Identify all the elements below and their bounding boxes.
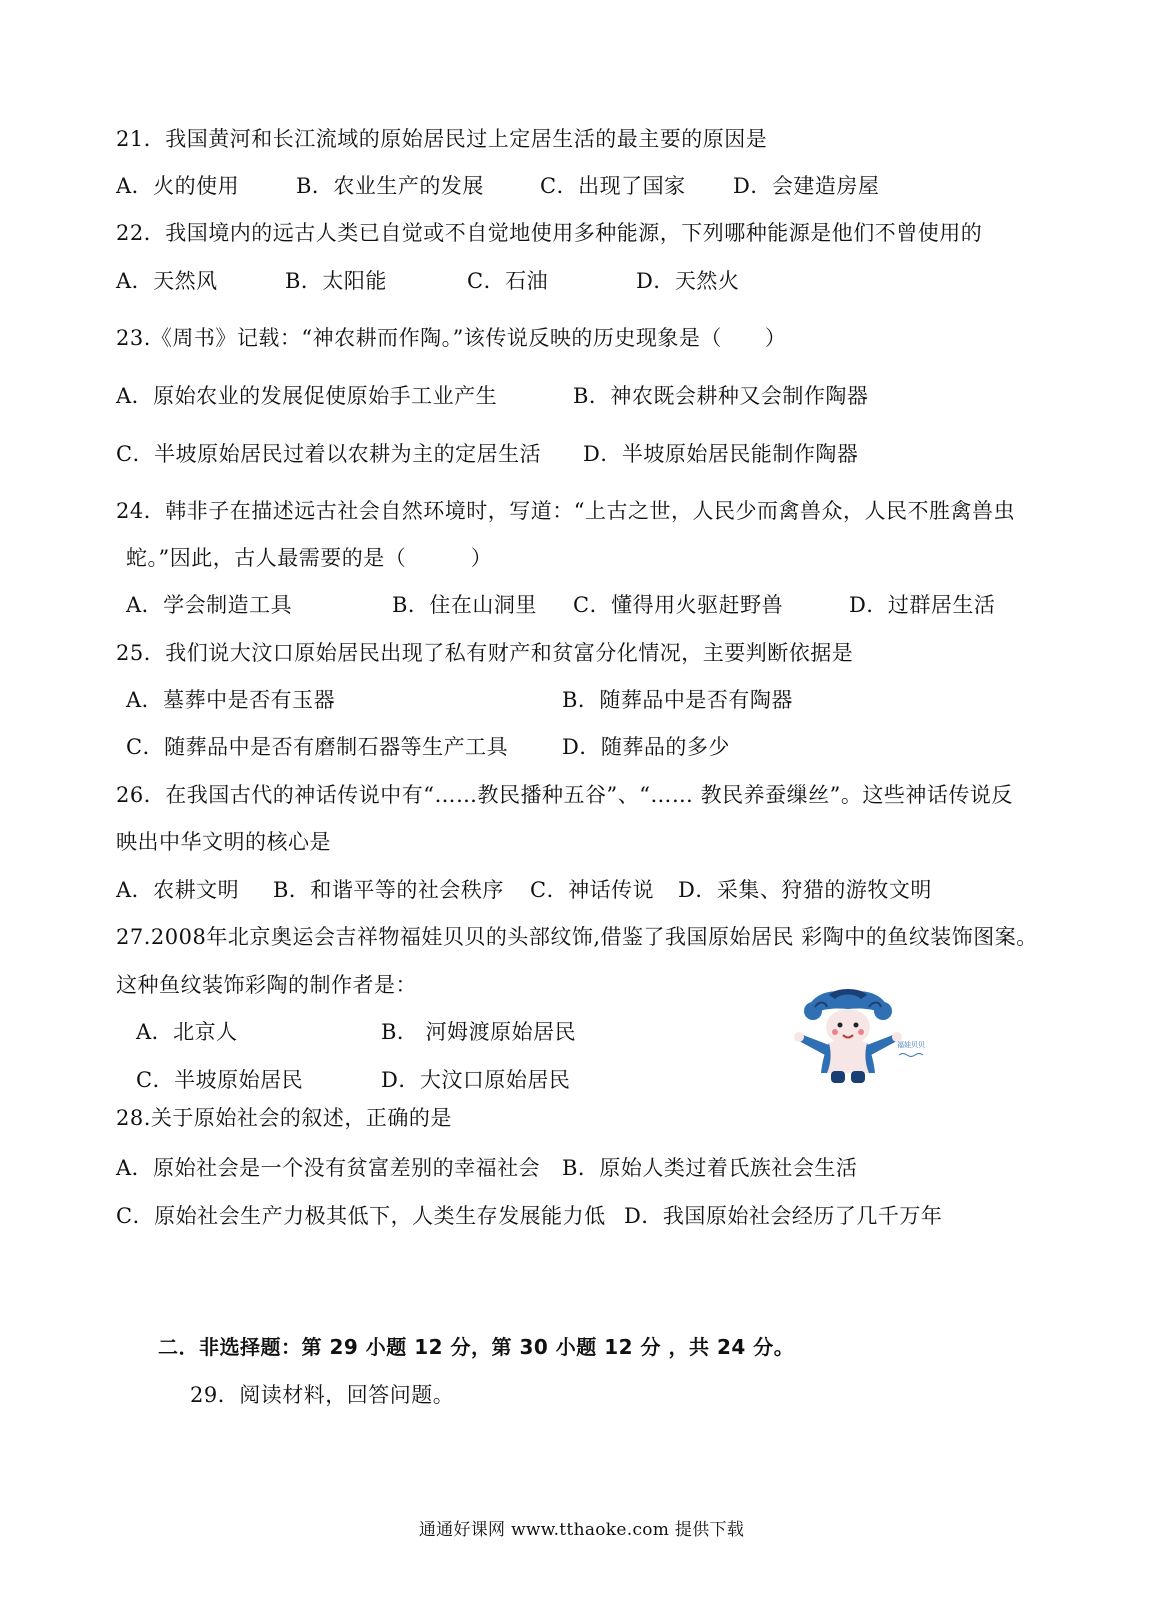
- q21-option-c: C．出现了国家: [540, 174, 686, 198]
- q23-option-c: C．半坡原始居民过着以农耕为主的定居生活: [116, 442, 542, 466]
- mascot-beibei-image: [763, 985, 933, 1090]
- q24-option-d: D．过群居生活: [849, 593, 996, 617]
- q28-option-c: C．原始社会生产力极其低下，人类生存发展能力低: [116, 1204, 606, 1228]
- q23-option-b: B．神农既会耕种又会制作陶器: [573, 384, 869, 408]
- q26-option-d: D．采集、狩猎的游牧文明: [678, 878, 932, 902]
- section2-heading: 二．非选择题：第 29 小题 12 分，第 30 小题 12 分 ，共 24 分。: [158, 1335, 795, 1359]
- q26-option-c: C．神话传说: [530, 878, 655, 902]
- q26-option-a: A．农耕文明: [116, 878, 240, 902]
- q28-option-a: A．原始社会是一个没有贫富差别的幸福社会: [116, 1156, 541, 1180]
- q24-option-b: B．住在山洞里: [392, 593, 537, 617]
- q25-stem: 25．我们说大汶口原始居民出现了私有财产和贫富分化情况，主要判断依据是: [116, 641, 854, 665]
- q24-stem-line2: 蛇。”因此，古人最需要的是（ ）: [126, 546, 493, 570]
- q24-option-c: C．懂得用火驱赶野兽: [573, 593, 784, 617]
- q22-option-a: A．天然风: [116, 269, 218, 293]
- q27-option-d: D．大汶口原始居民: [381, 1068, 571, 1092]
- q25-option-a: A．墓葬中是否有玉器: [126, 688, 336, 712]
- q25-option-b: B．随葬品中是否有陶器: [562, 688, 793, 712]
- q26-option-b: B．和谐平等的社会秩序: [273, 878, 504, 902]
- q27-option-a: A．北京人: [136, 1020, 238, 1044]
- q21-stem: 21．我国黄河和长江流域的原始居民过上定居生活的最主要的原因是: [116, 127, 768, 151]
- q24-stem-line1: 24．韩非子在描述远古社会自然环境时，写道：“上古之世，人民少而禽兽众，人民不胜禽兽虫: [116, 499, 1015, 523]
- q28-stem: 28.关于原始社会的叙述，正确的是: [116, 1106, 452, 1130]
- q22-option-c: C．石油: [467, 269, 549, 293]
- q25-option-d: D．随葬品的多少: [562, 735, 730, 759]
- q21-option-a: A．火的使用: [116, 174, 240, 198]
- q29-stem: 29．阅读材料，回答问题。: [190, 1383, 455, 1407]
- q25-option-c: C．随葬品中是否有磨制石器等生产工具: [126, 735, 509, 759]
- q27-option-b: B． 河姆渡原始居民: [381, 1020, 577, 1044]
- page-footer: 通通好课网 www.tthaoke.com 提供下载: [418, 1520, 745, 1540]
- q28-option-b: B．原始人类过着氏族社会生活: [562, 1156, 858, 1180]
- q27-stem-line1: 27.2008年北京奥运会吉祥物福娃贝贝的头部纹饰,借鉴了我国原始居民 彩陶中的鱼纹装饰图案。: [116, 925, 1038, 949]
- q21-option-d: D．会建造房屋: [733, 174, 880, 198]
- q21-option-b: B．农业生产的发展: [296, 174, 484, 198]
- q27-option-c: C．半坡原始居民: [136, 1068, 304, 1092]
- q27-stem-line2: 这种鱼纹装饰彩陶的制作者是：: [116, 973, 417, 997]
- q22-option-d: D．天然火: [636, 269, 740, 293]
- q26-stem-line2: 映出中华文明的核心是: [116, 830, 331, 854]
- q23-stem: 23.《周书》记载：“神农耕而作陶。”该传说反映的历史现象是（ ）: [116, 326, 787, 350]
- q22-option-b: B．太阳能: [285, 269, 387, 293]
- q26-stem-line1: 26．在我国古代的神话传说中有“……教民播种五谷”、“…… 教民养蚕缫丝”。这些神话传说反: [116, 783, 1013, 807]
- q23-option-d: D．半坡原始居民能制作陶器: [583, 442, 859, 466]
- q23-option-a: A．原始农业的发展促使原始手工业产生: [116, 384, 498, 408]
- q24-option-a: A．学会制造工具: [126, 593, 293, 617]
- q28-option-d: D．我国原始社会经历了几千万年: [624, 1204, 943, 1228]
- mascot-caption: 福娃贝贝: [897, 1041, 925, 1049]
- q22-stem: 22．我国境内的远古人类已自觉或不自觉地使用多种能源，下列哪种能源是他们不曾使用的: [116, 221, 983, 245]
